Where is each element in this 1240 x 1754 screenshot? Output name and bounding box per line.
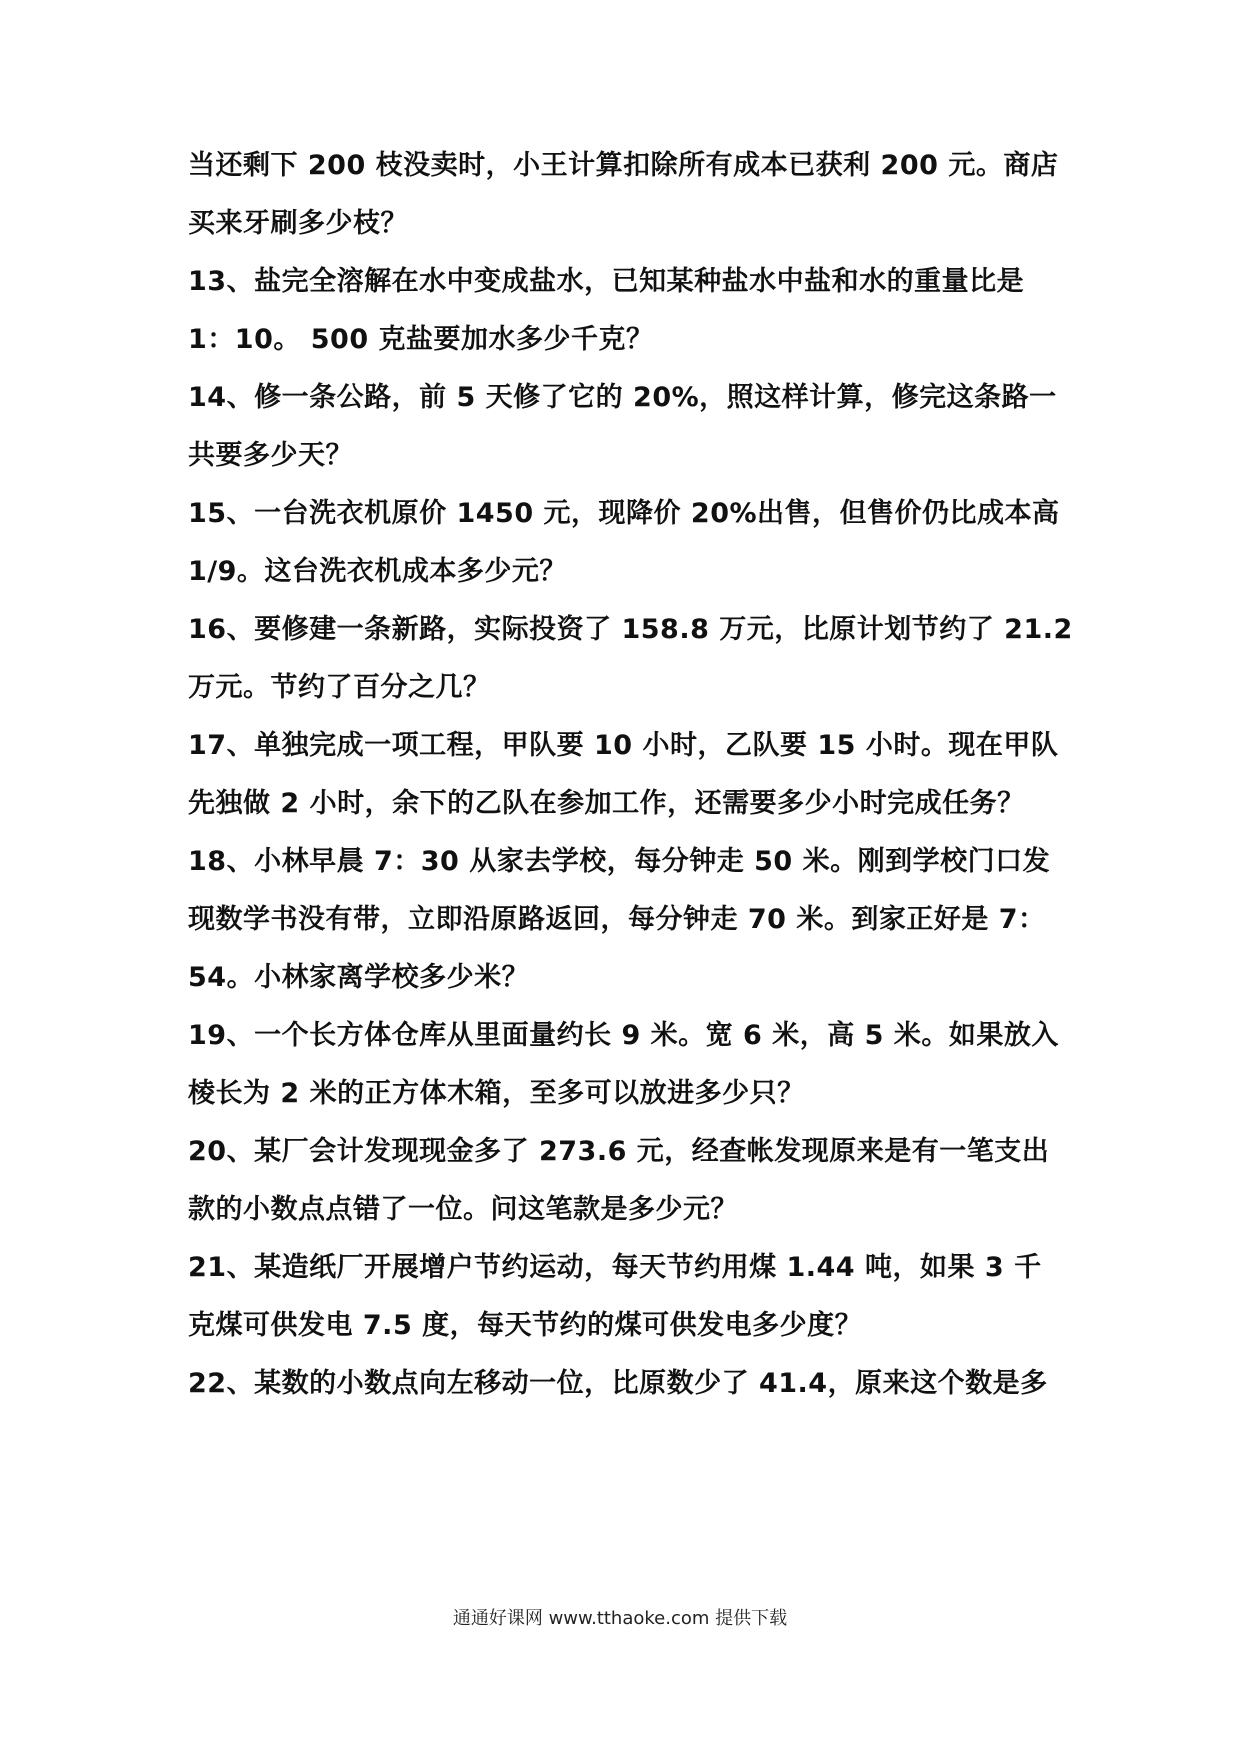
text-line: 先独做 2 小时，余下的乙队在参加工作，还需要多少小时完成任务？	[188, 788, 1025, 819]
text-line: 款的小数点点错了一位。问这笔款是多少元？	[188, 1194, 738, 1225]
text-line: 16、要修建一条新路，实际投资了 158.8 万元，比原计划节约了 21.2	[188, 614, 1073, 645]
text-line: 14、修一条公路，前 5 天修了它的 20%，照这样计算，修完这条路一	[188, 382, 1057, 413]
text-line: 17、单独完成一项工程，甲队要 10 小时，乙队要 15 小时。现在甲队	[188, 730, 1059, 761]
text-line: 1：10。 500 克盐要加水多少千克？	[188, 324, 654, 355]
text-line: 万元。节约了百分之几？	[188, 672, 491, 703]
text-line: 1/9。这台洗衣机成本多少元？	[188, 556, 567, 587]
text-line: 13、盐完全溶解在水中变成盐水，已知某种盐水中盐和水的重量比是	[188, 266, 1025, 297]
text-line: 20、某厂会计发现现金多了 273.6 元，经查帐发现原来是有一笔支出	[188, 1136, 1050, 1167]
text-line: 买来牙刷多少枝？	[188, 208, 408, 239]
text-line: 共要多少天？	[188, 440, 353, 471]
text-line: 19、一个长方体仓库从里面量约长 9 米。宽 6 米，高 5 米。如果放入	[188, 1020, 1059, 1051]
text-line: 21、某造纸厂开展增户节约运动，每天节约用煤 1.44 吨，如果 3 千	[188, 1252, 1042, 1283]
text-line: 棱长为 2 米的正方体木箱，至多可以放进多少只？	[188, 1078, 805, 1109]
text-line: 18、小林早晨 7：30 从家去学校，每分钟走 50 米。刚到学校门口发	[188, 846, 1051, 877]
page-footer: 通通好课网 www.tthaoke.com 提供下载	[452, 1608, 788, 1629]
text-line: 克煤可供发电 7.5 度，每天节约的煤可供发电多少度？	[188, 1310, 863, 1341]
text-line: 当还剩下 200 枝没卖时，小王计算扣除所有成本已获利 200 元。商店	[188, 150, 1059, 181]
text-line: 54。小林家离学校多少米？	[188, 962, 530, 993]
text-line: 现数学书没有带，立即沿原路返回，每分钟走 70 米。到家正好是 7：	[188, 904, 1046, 935]
text-line: 15、一台洗衣机原价 1450 元，现降价 20%出售，但售价仍比成本高	[188, 498, 1060, 529]
text-line: 22、某数的小数点向左移动一位，比原数少了 41.4，原来这个数是多	[188, 1368, 1048, 1399]
